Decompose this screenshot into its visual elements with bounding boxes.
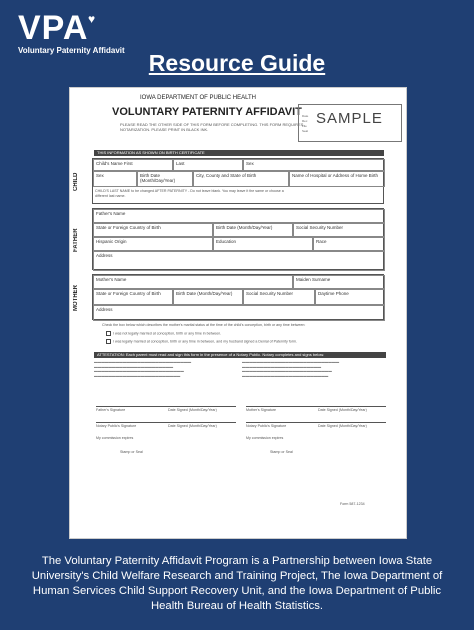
mother-address-cell: Address	[93, 305, 385, 321]
office-use-labels: Date Rec File Seal	[302, 114, 309, 133]
father-birthdate-cell: Birth Date (Month/Day/Year)	[213, 223, 293, 237]
marital-option-1: I was not legally married at conception, birth or any time in between.	[106, 331, 386, 336]
attestation-bar: ATTESTATION: Each parent must read and sign this form in the presence of a Notary Public. Notary completes and signs below.	[94, 352, 386, 358]
father-signature-line	[96, 406, 236, 407]
father-notary-date-label: Date Signed (Month/Day/Year)	[168, 424, 217, 428]
mother-maiden-cell: Maiden Surname	[293, 275, 385, 289]
mother-signature-line	[246, 406, 386, 407]
mother-seal-label: Stamp or Seal	[270, 450, 293, 454]
sample-stamp: SAMPLE	[316, 110, 383, 127]
father-notary-line	[96, 422, 236, 423]
father-ssn-cell: Social Security Number	[293, 223, 385, 237]
father-side-label: FATHER	[73, 228, 79, 252]
mother-signature-label: Mother's Signature	[246, 408, 277, 412]
father-address-cell: Address	[93, 251, 385, 271]
father-commission-label: My commission expires	[96, 436, 134, 440]
mother-date-label: Date Signed (Month/Day/Year)	[318, 408, 367, 412]
mother-attestation-text: ▬▬▬▬▬▬▬▬▬▬▬▬▬▬▬▬▬▬▬▬▬▬▬▬▬▬▬ ▬▬▬▬▬▬▬▬▬▬▬▬▬▬▬▬▬▬▬▬▬▬ ▬▬▬▬▬▬▬▬▬▬▬▬▬▬▬▬▬▬▬▬▬▬▬▬▬ ▬▬▬▬▬▬▬▬▬▬▬▬▬▬▬▬▬▬▬▬▬▬▬▬	[242, 360, 340, 378]
father-name-cell: Father's Name	[93, 209, 385, 223]
father-section	[73, 208, 384, 270]
mother-section	[73, 274, 384, 320]
mother-birthplace-cell: State or Foreign Country of Birth	[93, 289, 173, 305]
form-department: IOWA DEPARTMENT OF PUBLIC HEALTH	[140, 95, 257, 101]
logo-tagline: Voluntary Paternity Affidavit	[18, 46, 125, 55]
marital-status-text: Check the box below which describes the mother's marital status at the time of the child's conception, birth or any time between:	[102, 323, 306, 327]
heart-icon: ♥	[88, 12, 96, 26]
child-hospital-cell: Name of Hospital or Address of Home Birth	[289, 171, 385, 187]
mother-birthdate-cell: Birth Date (Month/Day/Year)	[173, 289, 243, 305]
vpa-logo	[18, 8, 125, 55]
mother-commission-label: My commission expires	[246, 436, 284, 440]
father-signature-label: Father's Signature	[96, 408, 126, 412]
page-title: Resource Guide	[148, 50, 326, 76]
father-education-cell: Education	[213, 237, 313, 251]
child-info-bar: THIS INFORMATION AS SHOWN ON BIRTH CERTIFICATE	[94, 150, 384, 156]
child-birthplace-cell: City, County and State of Birth	[193, 171, 289, 187]
marital-option-2: I was legally married at conception, birth or any time in between, and my husband signed a Denial of Paternity form.	[106, 339, 386, 344]
father-race-cell: Race	[313, 237, 385, 251]
form-instructions: PLEASE READ THE OTHER SIDE OF THIS FORM BEFORE COMPLETING. THIS FORM REQUIRES NOTARIZATION. PLEASE PRINT IN BLACK INK.	[120, 122, 304, 132]
father-birthplace-cell: State or Foreign Country of Birth	[93, 223, 213, 237]
mother-notary-label: Notary Public's Signature	[246, 424, 287, 428]
child-last-name-note: CHILD'S LAST NAME to be changed AFTER PATERNITY - Do not leave blank. You may leave it the same or choose a different last name.	[95, 189, 284, 198]
mother-notary-line	[246, 422, 386, 423]
father-seal-label: Stamp or Seal	[120, 450, 143, 454]
child-name-cell: Child's Name First	[93, 159, 173, 171]
child-sex-cell: Sex	[243, 159, 385, 171]
form-number: Form 587-1234	[340, 502, 365, 506]
footer-description: The Voluntary Paternity Affidavit Program is a Partnership between Iowa State University's Child Welfare Research and Training Project, The Iowa Department of Human Services Child Support Recovery Unit, and the Iowa Department of Public Health Bureau of Health Statistics.	[31, 555, 443, 612]
mother-side-label: MOTHER	[73, 285, 79, 311]
father-attestation-text: ▬▬▬▬▬▬▬▬▬▬▬▬▬▬▬▬▬▬▬▬▬▬▬▬▬▬▬ ▬▬▬▬▬▬▬▬▬▬▬▬▬▬▬▬▬▬▬▬▬▬ ▬▬▬▬▬▬▬▬▬▬▬▬▬▬▬▬▬▬▬▬▬▬▬▬▬ ▬▬▬▬▬▬▬▬▬▬▬▬▬▬▬▬▬▬▬▬▬▬▬▬	[94, 360, 192, 378]
affidavit-form-image	[70, 88, 406, 538]
form-title: VOLUNTARY PATERNITY AFFIDAVIT	[112, 106, 302, 118]
mother-phone-cell: Daytime Phone	[315, 289, 385, 305]
checkbox-icon	[106, 339, 111, 344]
checkbox-icon	[106, 331, 111, 336]
child-birthdate-cell: Birth Date (Month/Day/Year)	[137, 171, 193, 187]
mother-name-cell: Mother's Name	[93, 275, 293, 289]
logo-mark: VPA	[18, 9, 89, 47]
father-date-label: Date Signed (Month/Day/Year)	[168, 408, 217, 412]
child-section	[73, 158, 384, 204]
child-side-label: CHILD	[73, 172, 79, 192]
child-sex-box: Sex	[93, 171, 137, 187]
child-last-cell: Last	[173, 159, 243, 171]
father-hispanic-cell: Hispanic Origin	[93, 237, 213, 251]
father-notary-label: Notary Public's Signature	[96, 424, 137, 428]
mother-ssn-cell: Social Security Number	[243, 289, 315, 305]
mother-notary-date-label: Date Signed (Month/Day/Year)	[318, 424, 367, 428]
